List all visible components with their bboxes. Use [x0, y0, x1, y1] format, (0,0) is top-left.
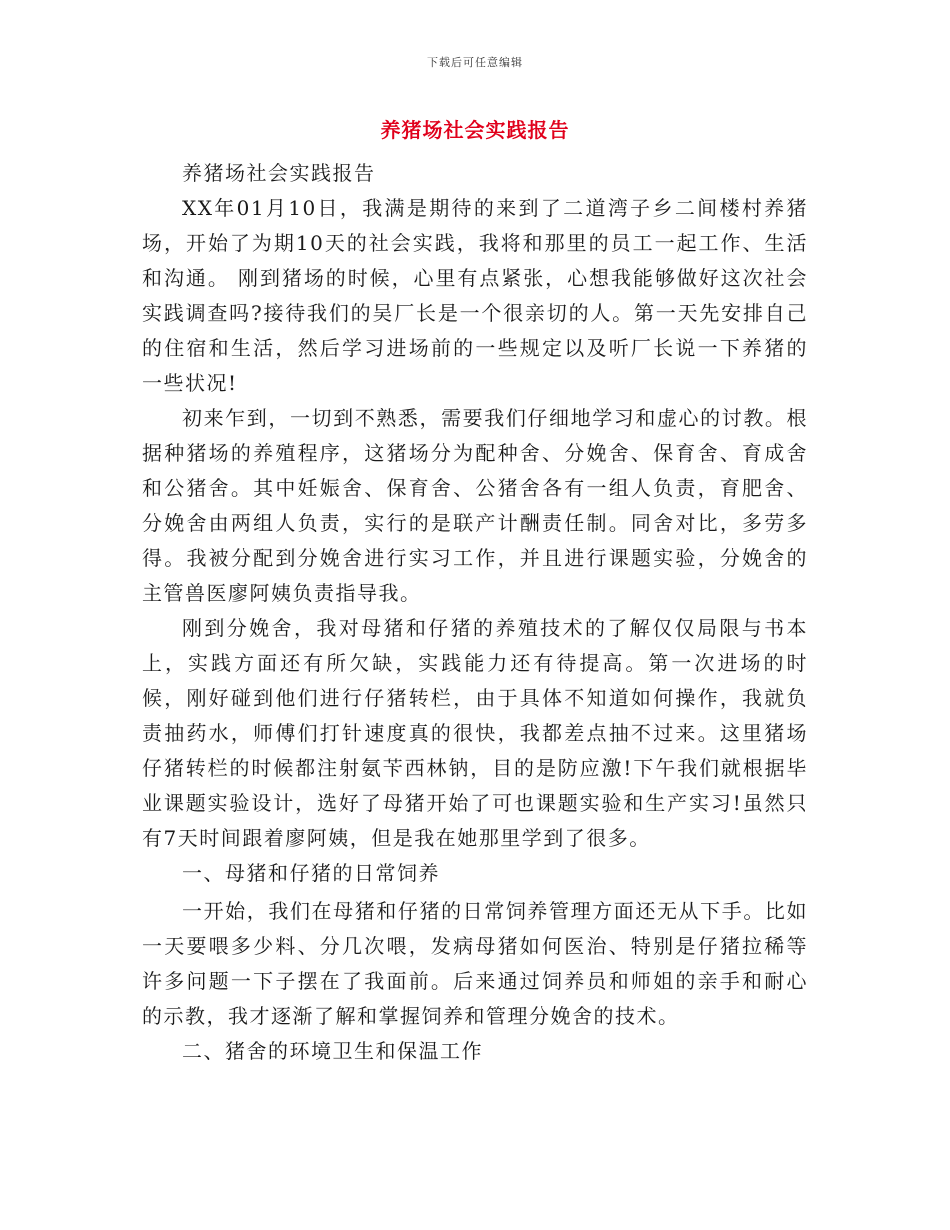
section-heading: 一、母猪和仔猪的日常饲养 — [182, 861, 440, 885]
body-paragraph: XX年01月10日，我满是期待的来到了二道湾子乡二间楼村养猪场，开始了为期10天的社会实践，我将和那里的员工一起工作、生活和沟通。 刚到猪场的时候，心里有点紧张，心想我能够做好这次社会实践调查吗?接待我们的吴厂长是一个很亲切的人。第一天先安排自己的住宿和生活，然后学习进场前的一些规定以及听厂长说一下养猪的一些状况! — [142, 196, 808, 395]
body-paragraph: 一开始，我们在母猪和仔猪的日常饲养管理方面还无从下手。比如一天要喂多少料、分几次喂，发病母猪如何医治、特别是仔猪拉稀等许多问题一下子摆在了我面前。后来通过饲养员和师姐的亲手和耐心的示教，我才逐渐了解和掌握饲养和管理分娩舍的技术。 — [142, 899, 808, 1028]
document-title: 养猪场社会实践报告 — [380, 118, 570, 142]
body-paragraph: 初来乍到，一切到不熟悉，需要我们仔细地学习和虚心的讨教。根据种猪场的养殖程序，这猪场分为配种舍、分娩舍、保育舍、育成舍和公猪舍。其中妊娠舍、保育舍、公猪舍各有一组人负责，育肥舍、分娩舍由两组人负责，实行的是联产计酬责任制。同舍对比，多劳多得。我被分配到分娩舍进行实习工作，并且进行课题实验，分娩舍的主管兽医廖阿姨负责指导我。 — [142, 406, 808, 605]
header-note: 下载后可任意编辑 — [427, 56, 523, 69]
document-body — [142, 156, 808, 1069]
body-paragraph: 刚到分娩舍，我对母猪和仔猪的养殖技术的了解仅仅局限与书本上，实践方面还有所欠缺，实践能力还有待提高。第一次进场的时候，刚好碰到他们进行仔猪转栏，由于具体不知道如何操作，我就负责抽药水，师傅们打针速度真的很快，我都差点抽不过来。这里猪场仔猪转栏的时候都注射氨苄西林钠，目的是防应激!下午我们就根据毕业课题实验设计，选好了母猪开始了可也课题实验和生产实习!虽然只有7天时间跟着廖阿姨，但是我在她那里学到了很多。 — [142, 616, 808, 850]
section-heading: 二、猪舍的环境卫生和保温工作 — [182, 1039, 483, 1063]
subtitle-paragraph: 养猪场社会实践报告 — [182, 161, 376, 185]
